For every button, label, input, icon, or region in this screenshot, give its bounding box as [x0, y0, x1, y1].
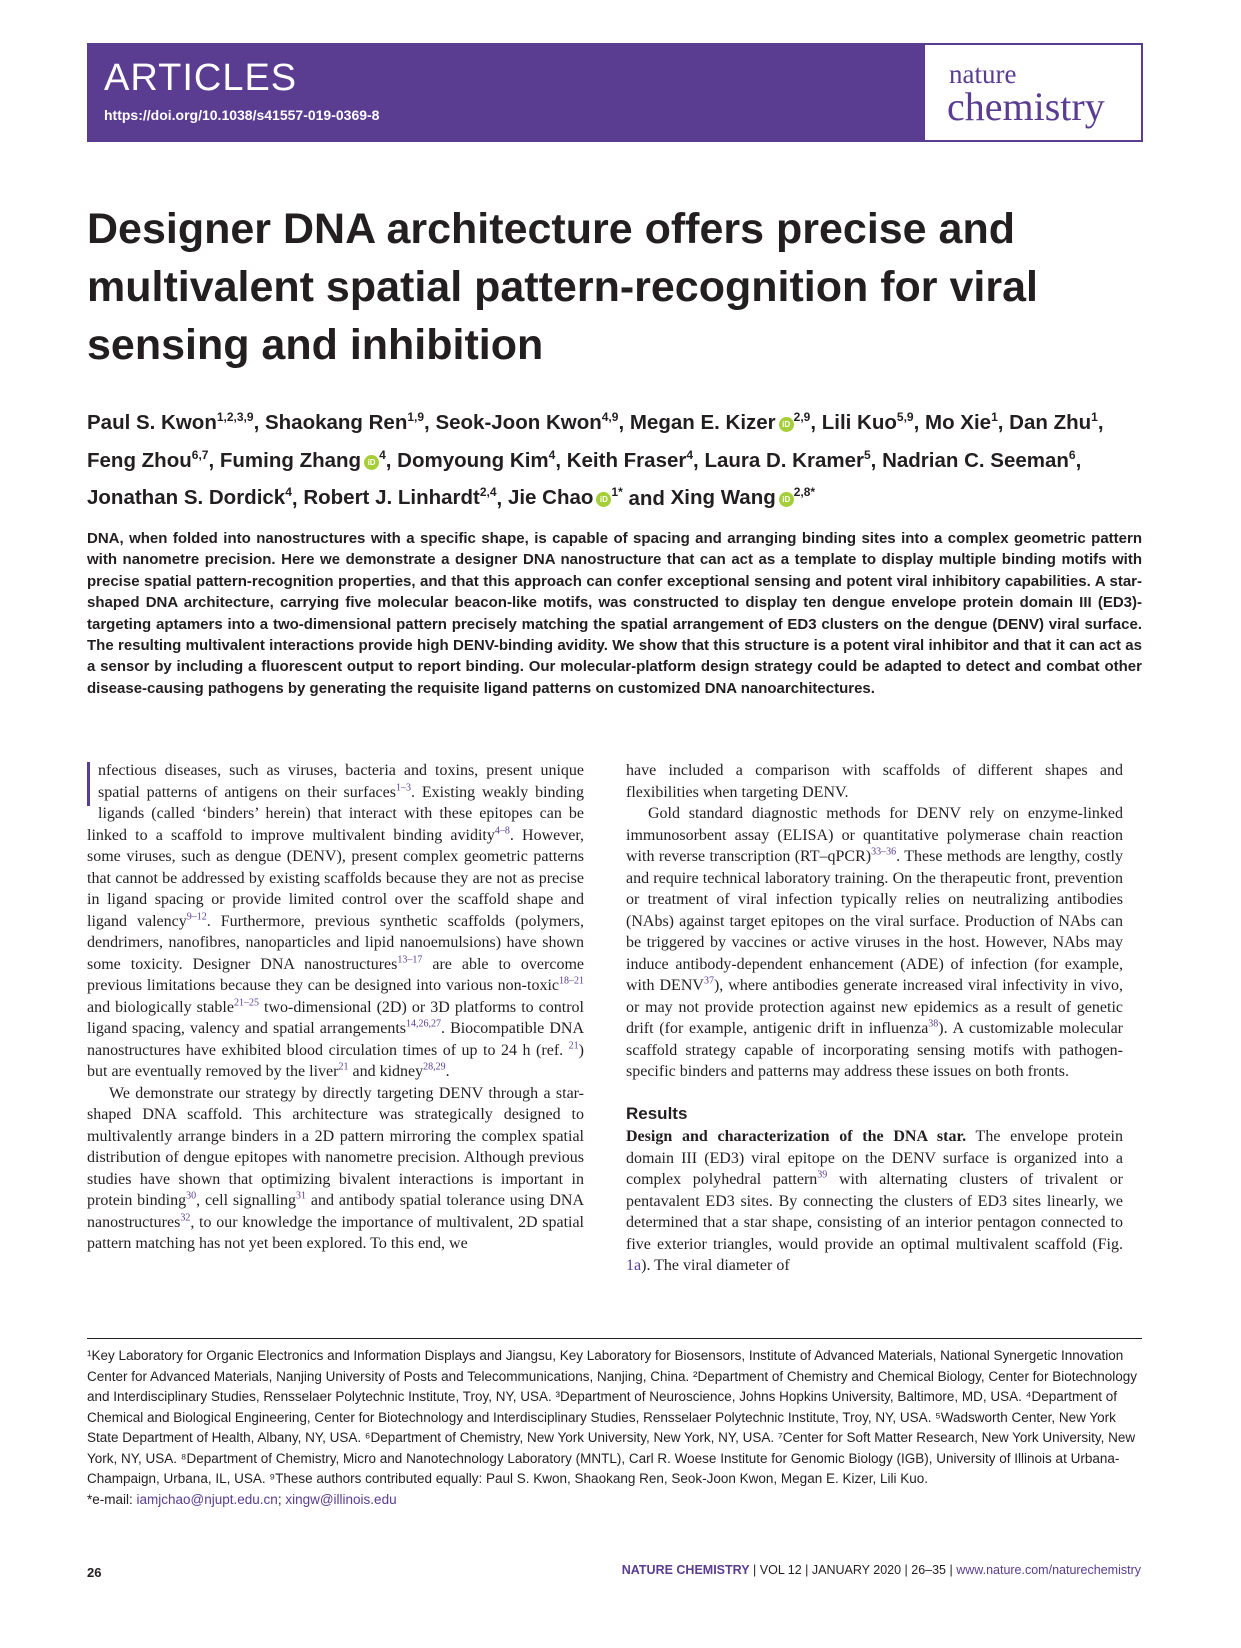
section-heading-results: Results — [626, 1103, 688, 1123]
citation-link[interactable]: 33–36 — [871, 846, 897, 858]
article-type-label: ARTICLES — [104, 57, 298, 99]
author-affiliation: 4 — [285, 485, 292, 500]
citation-link[interactable]: 30 — [186, 1190, 197, 1202]
author[interactable]: Jonathan S. Dordick$^4$ — [87, 485, 292, 510]
orcid-icon[interactable]: iD — [779, 417, 794, 432]
author[interactable]: Laura D. Kramer$^5$ — [704, 447, 871, 472]
citation-link[interactable]: 9–12 — [186, 911, 207, 923]
author-affiliation: 1 — [1091, 410, 1098, 424]
author[interactable]: Megan E. Kizer iD$^{2,9}$ — [629, 410, 811, 434]
orcid-icon[interactable]: iD — [779, 492, 794, 507]
citation-link[interactable]: 21 — [338, 1061, 349, 1073]
author[interactable]: Feng Zhou$^{6,7}$ — [87, 447, 209, 472]
figure-link[interactable]: 1a — [626, 1257, 642, 1274]
journal-logo[interactable] — [925, 45, 1141, 140]
author[interactable]: Jie Chao $iD^{1*}$ — [507, 485, 623, 510]
citation-link[interactable]: 21 — [568, 1040, 579, 1052]
body-paragraph: We demonstrate our strategy by directly targeting DENV through a star-shaped DNA scaffold. This architecture was strategically designed to multivalently arrange binders in a 2D pattern mirroring the complex spatial distribution of dengue epitopes with nanometre precision. Although previous studies have shown that optimizing bivalent interactions is important in protein binding$^{30}$, cell signalling$^{31}$ and antibody spatial tolerance using DNA nanostructures$^{32}$, to our knowledge the importance of multivalent, 2D spatial pattern matching has not yet been explored. To this end, we — [87, 1084, 585, 1252]
author-affiliation: 2,9 — [793, 410, 811, 424]
author-affiliation: 4 — [686, 447, 694, 462]
journal-url[interactable]: www.nature.com/naturechemistry — [956, 1563, 1141, 1577]
journal-banner — [87, 43, 1143, 142]
logo-text-chemistry: chemistry — [947, 84, 1105, 129]
author-affiliation: 1* — [611, 485, 623, 500]
author-affiliation: 1 — [991, 410, 998, 424]
author[interactable]: Keith Fraser$^4$ — [566, 447, 694, 472]
body-paragraph: have included a comparison with scaffolds of different shapes and flexibilities when targeting DENV. — [626, 762, 1123, 801]
email-link-wang[interactable]: xingw@illinois.edu — [285, 1491, 397, 1507]
citation-link[interactable]: 13–17 — [397, 954, 423, 966]
journal-footer — [622, 1563, 1141, 1577]
author[interactable]: Robert J. Linhardt$^{2,4}$ — [303, 485, 497, 510]
dropcap — [87, 762, 90, 806]
body-paragraph: nfectious diseases, such as viruses, bacteria and toxins, present unique spatial patterns of antigens on their surfaces$^{1-3}$. Existing weakly binding ligands (called ‘binders’ herein) that interact with these epitopes can be linked to a scaffold to improve multivalent binding avidity$^{4-8}$. However, some viruses, such as dengue (DENV), present complex geometric patterns that cannot be addressed by existing scaffolds because they are not as precise in ligand spacing or provide limited control over the scaffold shape and ligand valency$^{9-12}$. Furthermore, previous synthetic scaffolds (polymers, dendrimers, nanofibres, nanoparticles and lipid nanoemulsions) have shown some toxicity. Designer DNA nanostructures$^{13-17}$ are able to overcome previous limitations because they can be designed into various non-toxic$^{18-21}$ and biologically stable$^{21-25}$ two-dimensional (2D) or 3D platforms to control ligand spacing, valency and spatial arrangements$^{14,26,27}$. Biocompatible DNA nanostructures have exhibited blood circulation times of up to 24 h (ref. $^{21}$) but are eventually removed by the liver$^{21}$ and kidney$^{28,29}$. — [87, 762, 585, 1080]
body-column-left — [87, 760, 584, 1255]
author[interactable]: Lili Kuo$^{5,9}$ — [821, 410, 914, 434]
footnote-divider — [87, 1338, 1142, 1339]
affiliations-text: ¹Key Laboratory for Organic Electronics and Information Displays and Jiangsu, Key Laboratory for Biosensors, Institute of Advanced Materials, National Synergetic Innovation Center for Advanced Materials, Nanjing University of Posts and Telecommunications, Nanjing, China. ²Department of Chemistry and Chemical Biology, Center for Biotechnology and Interdisciplinary Studies, Rensselaer Polytechnic Institute, Troy, NY, USA. ³Department of Neuroscience, Johns Hopkins University, Baltimore, MD, USA. ⁴Department of Chemical and Biological Engineering, Center for Biotechnology and Interdisciplinary Studies, Rensselaer Polytechnic Institute, Troy, NY, USA. ⁵Wadsworth Center, New York State Department of Health, Albany, NY, USA. ⁶Department of Chemistry, New York University, New York, NY, USA. ⁷Center for Soft Matter Research, New York University, New York, NY, USA. ⁸Department of Chemistry, Micro and Nanotechnology Laboratory (MNTL), Carl R. Woese Institute for Genomic Biology (IGB), University of Illinois at Urbana-Champaign, Urbana, IL, USA. ⁹These authors contributed equally: Paul S. Kwon, Shaokang Ren, Seok-Joon Kwon, Megan E. Kizer, Lili Kuo. — [87, 1348, 1138, 1486]
citation-link[interactable]: 21–25 — [233, 997, 259, 1009]
citation-link[interactable]: 28,29 — [423, 1061, 446, 1073]
page-number: 26 — [87, 1565, 102, 1580]
citation-link[interactable]: 32 — [180, 1212, 191, 1224]
author[interactable]: Dan Zhu$^1$ — [1009, 410, 1098, 434]
author[interactable]: Paul S. Kwon$^{1,2,3,9}$ — [87, 410, 254, 434]
author-affiliation: 4,9 — [601, 410, 619, 424]
author-affiliation: 5,9 — [896, 410, 914, 424]
run-in-heading: Design and characterization of the DNA star. — [626, 1128, 967, 1145]
logo-text-nature: nature — [949, 59, 1017, 89]
citation-link[interactable]: 14,26,27 — [406, 1018, 441, 1030]
citation-link[interactable]: 37 — [703, 975, 714, 987]
author-affiliation: 6,7 — [191, 447, 209, 462]
body-paragraph: Design and characterization of the DNA star. The envelope protein domain III (ED3) viral epitope on the DENV surface is organized into a complex polyhedral pattern$^{39}$ with alternating clusters of trivalent or pentavalent ED3 sites. By connecting the clusters of ED3 sites linearly, we determined that a star shape, consisting of an interior pentagon connected to five exterior triangles, would provide an optimal multivalent scaffold (Fig. 1a). The viral diameter of — [626, 1128, 1124, 1274]
author[interactable]: Seok-Joon Kwon$^{4,9}$ — [435, 410, 619, 434]
citation-link[interactable]: 4–8 — [494, 825, 510, 837]
author[interactable]: Fuming Zhang $iD^4$ — [219, 447, 386, 472]
author[interactable]: Nadrian C. Seeman$^6$ — [882, 447, 1076, 472]
citation-link[interactable]: 31 — [296, 1190, 307, 1202]
citation-link[interactable]: 1–3 — [395, 782, 411, 794]
affiliation-footnotes: ¹Key Laboratory for Organic Electronics and Information Displays and Jiangsu, Key Laboratory for Biosensors, Institute of Advanced Materials, National Synergetic Innovation Center for Advanced Materials, Nanjing University of Posts and Telecommunications, Nanjing, China. ²Department of Chemistry and Chemical Biology, Center for Biotechnology and Interdisciplinary Studies, Rensselaer Polytechnic Institute, Troy, NY, USA. ³Department of Neuroscience, Johns Hopkins University, Baltimore, MD, USA. ⁴Department of Chemical and Biological Engineering, Center for Biotechnology and Interdisciplinary Studies, Rensselaer Polytechnic Institute, Troy, NY, USA. ⁵Wadsworth Center, New York State Department of Health, Albany, NY, USA. ⁶Department of Chemistry, New York University, New York, NY, USA. ⁷Center for Soft Matter Research, New York University, New York, NY, USA. ⁸Department of Chemistry, Micro and Nanotechnology Laboratory (MNTL), Carl R. Woese Institute for Genomic Biology (IGB), University of Illinois at Urbana-Champaign, Urbana, IL, USA. ⁹These authors contributed equally: Paul S. Kwon, Shaokang Ren, Seok-Joon Kwon, Megan E. Kizer, Lili Kuo. *e-mail: iamjchao@njupt.edu.cn; xingw@illinois.edu — [87, 1348, 1138, 1507]
body-paragraph: Gold standard diagnostic methods for DENV rely on enzyme-linked immunosorbent assay (ELISA) or quantitative polymerase chain reaction with reverse transcription (RT–qPCR)$^{33-36}$. These methods are lengthy, costly and require technical laboratory training. On the therapeutic front, prevention or treatment of viral infection typically relies on neutralizing antibodies (NAbs) against target epitopes on the viral surface. Production of NAbs can be triggered by vaccines or active viruses in the host. However, NAbs may induce antibody-dependent enhancement (ADE) of infection (for example, with DENV$^{37}$), where antibodies generate increased viral infectivity in vivo, or may not provide protection against new epidemics as a result of genetic drift (for example, antigenic drift in influenza$^{38}$). A customizable molecular scaffold strategy capable of incorporating sensing motifs with pathogen-specific binders and patterns may address these issues on both fronts. — [626, 805, 1124, 1080]
author-list: Paul S. Kwon$^{1,2,3,9}$, Shaokang Ren$^{1,9}$, Seok-Joon Kwon$^{4,9}$, Megan E. Kizer iD$^{2,9}$, Lili Kuo$^{5,9}$, Mo Xie$^1$, Dan Zhu$^1$, Feng Zhou$^{6,7}$, Fuming Zhang $iD^4$, Domyoung Kim$^4$, Keith Fraser$^4$, Laura D. Kramer$^5$, Nadrian C. Seeman$^6$, Jonathan S. Dordick$^4$, Robert J. Linhardt$^{2,4}$, Jie Chao $iD^{1*}$ and Xing Wang $iD^{2,8*}$ — [87, 410, 1104, 510]
author-affiliation: 2,8* — [793, 485, 816, 500]
orcid-icon[interactable]: iD — [364, 455, 379, 470]
author-affiliation: 2,4 — [479, 485, 497, 500]
issue-info: | VOL 12 | JANUARY 2020 | 26–35 | — [749, 1563, 957, 1577]
abstract: DNA, when folded into nanostructures with a specific shape, is capable of spacing and arranging binding sites into a complex geometric pattern with nanometre precision. Here we demonstrate a designer DNA nanostructure that can act as a template to display multiple binding motifs with precise spatial pattern-recognition properties, and that this approach can confer exceptional sensing and potent viral inhibitory capabilities. A star-shaped DNA architecture, carrying five molecular beacon-like motifs, was constructed to display ten dengue envelope protein domain III (ED3)-targeting aptamers into a two-dimensional pattern precisely matching the spatial arrangement of ED3 clusters on the dengue (DENV) viral surface. The resulting multivalent interactions provide high DENV-binding avidity. We show that this structure is a potent viral inhibitor and that it can act as a sensor by including a fluorescent output to report binding. Our molecular-platform design strategy could be adapted to detect and combat other disease-causing pathogens by generating the requisite ligand patterns on customized DNA nanoarchitectures. — [87, 530, 1142, 697]
author-affiliation: 1,9 — [407, 410, 425, 424]
citation-link[interactable]: 38 — [928, 1018, 939, 1030]
author-affiliation: 1,2,3,9 — [216, 410, 254, 424]
citation-link[interactable]: 18–21 — [559, 975, 584, 987]
author[interactable]: Xing Wang $iD^{2,8*}$ — [670, 485, 816, 510]
author[interactable]: Mo Xie$^1$ — [925, 410, 998, 434]
email-link-chao[interactable]: iamjchao@njupt.edu.cn — [136, 1491, 278, 1507]
author-affiliation: 4 — [379, 447, 386, 462]
author-affiliation: 4 — [548, 447, 556, 462]
author-affiliation: 6 — [1068, 447, 1076, 462]
journal-name: NATURE CHEMISTRY — [621, 1563, 750, 1577]
citation-link[interactable]: 39 — [817, 1169, 828, 1181]
body-column-right — [626, 760, 1123, 1277]
author[interactable]: Domyoung Kim$^4$ — [397, 447, 556, 472]
doi-link[interactable]: https://doi.org/10.1038/s41557-019-0369-8 — [104, 107, 380, 123]
article-title: Designer DNA architecture offers precise and multivalent spatial pattern-recognition for viral sensing and inhibition — [87, 205, 1038, 369]
author-affiliation: 5 — [863, 447, 871, 462]
email-label: *e-mail: — [87, 1491, 137, 1507]
orcid-icon[interactable]: iD — [596, 492, 611, 507]
author[interactable]: Shaokang Ren$^{1,9}$ — [264, 410, 425, 434]
